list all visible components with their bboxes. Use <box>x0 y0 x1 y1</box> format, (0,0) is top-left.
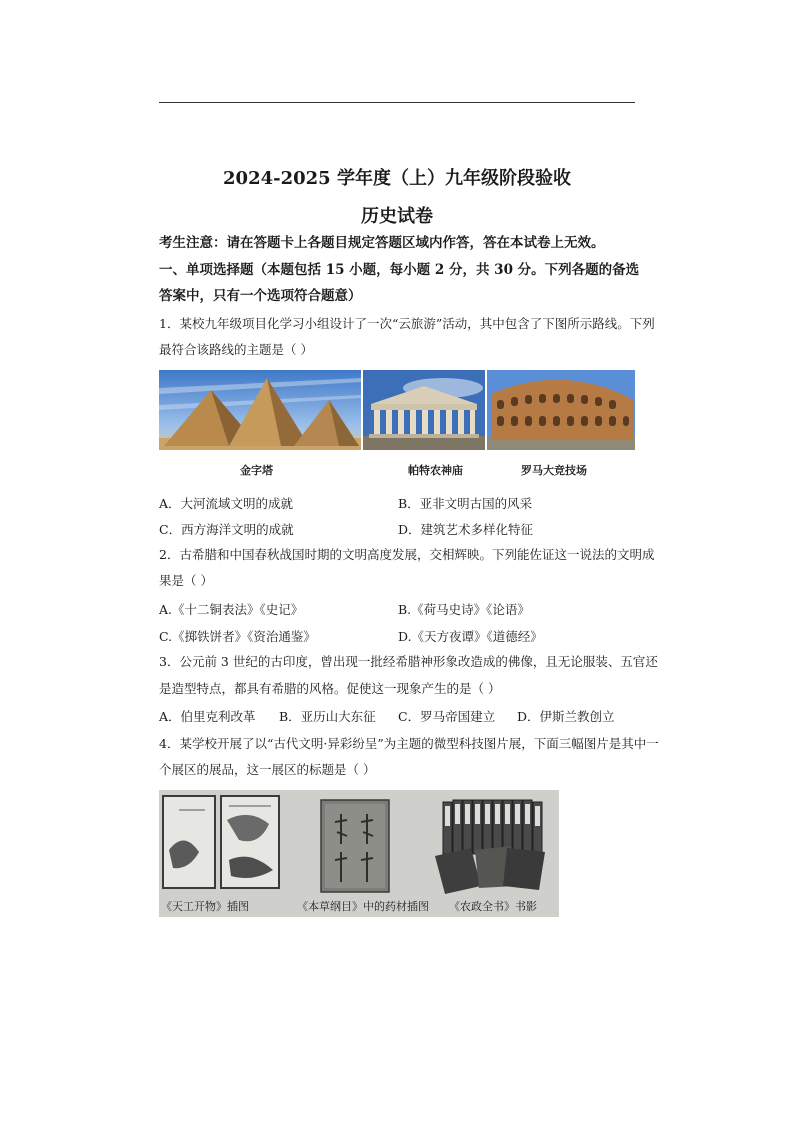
q4-stem-line2: 个展区的展品，这一展区的标题是（ ） <box>159 762 376 777</box>
q3-option-c: C．罗马帝国建立 <box>398 709 496 724</box>
q4-caption-bencao: 《本草纲目》中的药材插图 <box>297 900 429 913</box>
q3-option-a: A．伯里克利改革 <box>159 709 256 724</box>
q1-caption-colosseum: 罗马大竞技场 <box>521 464 587 477</box>
q1-stem-line2: 最符合该路线的主题是（ ） <box>159 342 313 357</box>
q2-option-c: C.《掷铁饼者》《资治通鉴》 <box>159 629 316 644</box>
q3-stem-line1: 3．公元前 3 世纪的古印度，曾出现一批经希腊神形象改造成的佛像，且无论服装、五官还 <box>159 654 658 669</box>
q4-stem-line1: 4．某学校开展了以“古代文明·异彩纷呈”为主题的微型科技图片展，下面三幅图片是其中一 <box>159 736 659 751</box>
q4-caption-tiangong: 《天工开物》插图 <box>161 900 249 913</box>
pyramids-image <box>159 370 361 450</box>
q2-option-b: B.《荷马史诗》《论语》 <box>398 602 530 617</box>
q1-caption-pyramids: 金字塔 <box>240 464 273 477</box>
q2-option-d: D.《天方夜谭》《道德经》 <box>398 629 543 644</box>
candidate-notice: 考生注意：请在答题卡上各题目规定答题区域内作答，答在本试卷上无效。 <box>159 235 605 251</box>
parthenon-image <box>363 370 485 450</box>
section-heading-line1: 一、单项选择题（本题包括 15 小题，每小题 2 分，共 30 分。下列各题的备选 <box>159 262 640 278</box>
q4-caption-nongzheng: 《农政全书》书影 <box>449 900 537 913</box>
q3-option-d: D．伊斯兰教创立 <box>517 709 615 724</box>
exam-title: 2024-2025 学年度（上）九年级阶段验收 <box>223 168 571 189</box>
q1-caption-parthenon: 帕特农神庙 <box>408 464 463 477</box>
section-heading-line2: 答案中，只有一个选项符合题意） <box>159 288 362 304</box>
q2-stem-line2: 果是（ ） <box>159 573 213 588</box>
q1-option-b: B．亚非文明古国的风采 <box>398 496 533 511</box>
q1-option-c: C．西方海洋文明的成就 <box>159 522 294 537</box>
q1-option-d: D．建筑艺术多样化特征 <box>398 522 534 537</box>
q1-option-a: A．大河流域文明的成就 <box>159 496 294 511</box>
q4-exhibit-photo <box>159 790 559 917</box>
q3-option-b: B．亚历山大东征 <box>279 709 376 724</box>
q2-option-a: A.《十二铜表法》《史记》 <box>159 602 304 617</box>
q1-stem-line1: 1．某校九年级项目化学习小组设计了一次“云旅游”活动，其中包含了下图所示路线。下列 <box>159 316 655 331</box>
colosseum-image <box>487 370 635 450</box>
header-rule <box>159 102 635 103</box>
q2-stem-line1: 2．古希腊和中国春秋战国时期的文明高度发展，交相辉映。下列能佐证这一说法的文明成 <box>159 547 655 562</box>
q3-stem-line2: 是造型特点，都具有希腊的风格。促使这一现象产生的是（ ） <box>159 681 501 696</box>
exam-subject: 历史试卷 <box>361 206 433 227</box>
